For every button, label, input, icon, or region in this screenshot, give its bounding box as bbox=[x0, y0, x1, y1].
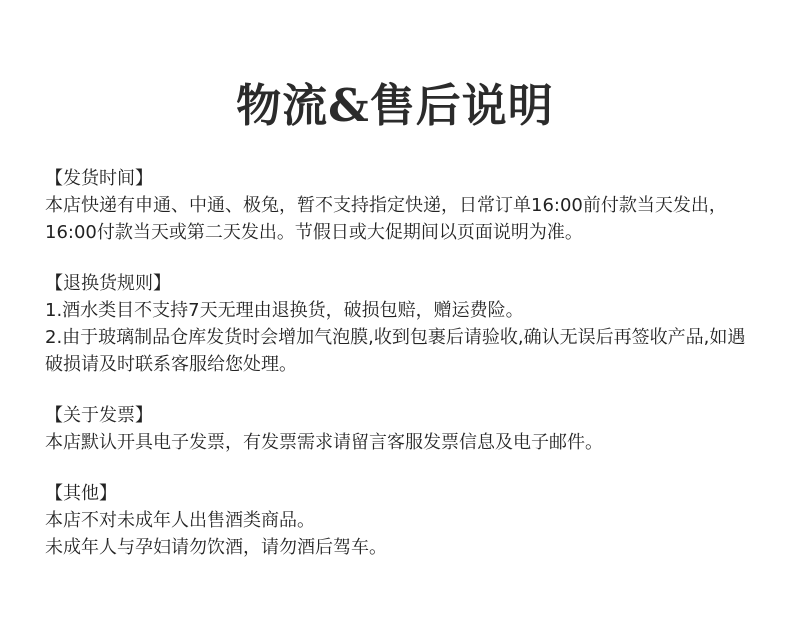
section-text: 2.由于玻璃制品仓库发货时会增加气泡膜,收到包裹后请验收,确认无误后再签收产品,如遇破损请及时联系客服给您处理。 bbox=[45, 327, 746, 375]
section-return-policy bbox=[45, 270, 750, 378]
section-invoice bbox=[45, 402, 750, 456]
section-text: 未成年人与孕妇请勿饮酒，请勿酒后驾车。 bbox=[45, 537, 387, 558]
section-text: 本店快递有申通、中通、极兔，暂不支持指定快递，日常订单16:00前付款当天发出，16:00付款当天或第二天发出。节假日或大促期间以页面说明为准。 bbox=[45, 195, 727, 243]
section-heading: 【其他】 bbox=[45, 483, 117, 504]
section-text: 本店默认开具电子发票，有发票需求请留言客服发票信息及电子邮件。 bbox=[45, 432, 603, 453]
page-title: 物流&售后说明 bbox=[236, 79, 554, 132]
section-other bbox=[45, 480, 750, 561]
section-shipping-time bbox=[45, 165, 750, 246]
section-heading: 【发货时间】 bbox=[45, 168, 153, 189]
policy-content bbox=[45, 165, 750, 585]
section-heading: 【关于发票】 bbox=[45, 405, 153, 426]
section-heading: 【退换货规则】 bbox=[45, 273, 171, 294]
section-text: 1.酒水类目不支持7天无理由退换货，破损包赔，赠运费险。 bbox=[45, 300, 524, 321]
section-text: 本店不对未成年人出售酒类商品。 bbox=[45, 510, 315, 531]
